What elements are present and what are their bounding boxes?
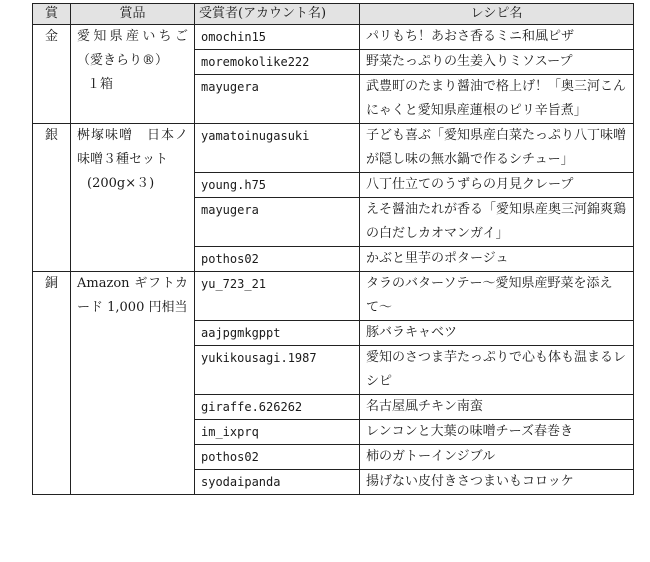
recipe-name: 武豊町のたまり醤油で格上げ！「奥三河こんにゃくと愛知県産蓮根のピリ辛旨煮」	[360, 75, 634, 124]
recipe-name: パリもち！あおさ香るミニ和風ピザ	[360, 25, 634, 50]
winner-account: yu_723_21	[195, 272, 360, 321]
header-medal: 賞	[33, 4, 71, 25]
recipe-name: 野菜たっぷりの生姜入りミソスープ	[360, 50, 634, 75]
awards-table	[32, 3, 634, 495]
winner-account: syodaipanda	[195, 470, 360, 495]
recipe-name: 名古屋風チキン南蛮	[360, 395, 634, 420]
prize-silver-qty: (200g×３)	[87, 176, 155, 191]
recipe-name: えそ醤油たれが香る「愛知県産奥三河錦爽鶏の白だしカオマンガイ」	[360, 198, 634, 247]
header-row	[33, 4, 634, 25]
winner-account: yukikousagi.1987	[195, 346, 360, 395]
table-row	[33, 272, 634, 321]
medal-silver: 銀	[33, 124, 71, 272]
table-row	[33, 124, 634, 173]
prize-gold	[71, 25, 195, 124]
winner-account: aajpgmkgppt	[195, 321, 360, 346]
prize-bronze: Amazon ギフトカード 1,000 円相当	[71, 272, 195, 495]
recipe-name: 子ども喜ぶ「愛知県産白菜たっぷり八丁味噌が隠し味の無水鍋で作るシチュー」	[360, 124, 634, 173]
recipe-name: 愛知のさつま芋たっぷりで心も体も温まるレシピ	[360, 346, 634, 395]
recipe-name: タラのバターソテー〜愛知県産野菜を添えて〜	[360, 272, 634, 321]
winner-account: yamatoinugasuki	[195, 124, 360, 173]
recipe-name: 豚バラキャベツ	[360, 321, 634, 346]
table-body	[33, 25, 634, 495]
winner-account: pothos02	[195, 247, 360, 272]
prize-gold-name: 愛知県産いちご（愛きらり®）	[77, 29, 188, 68]
winner-account: im_ixprq	[195, 420, 360, 445]
winner-account: pothos02	[195, 445, 360, 470]
header-winner: 受賞者(アカウント名)	[195, 4, 360, 25]
recipe-name: 八丁仕立てのうずらの月見クレープ	[360, 173, 634, 198]
winner-account: mayugera	[195, 198, 360, 247]
recipe-name: レンコンと大葉の味噌チーズ春巻き	[360, 420, 634, 445]
header-prize: 賞品	[71, 4, 195, 25]
prize-silver-name: 桝塚味噌 日本ノ味噌３種セット	[77, 128, 188, 167]
header-recipe: レシピ名	[360, 4, 634, 25]
recipe-name: 柿のガトーインジブル	[360, 445, 634, 470]
winner-account: mayugera	[195, 75, 360, 124]
winner-account: young.h75	[195, 173, 360, 198]
winner-account: moremokolike222	[195, 50, 360, 75]
medal-gold: 金	[33, 25, 71, 124]
recipe-name: かぶと里芋のポタージュ	[360, 247, 634, 272]
prize-gold-qty: １箱	[87, 77, 114, 92]
winner-account: omochin15	[195, 25, 360, 50]
medal-bronze: 銅	[33, 272, 71, 495]
recipe-name: 揚げない皮付きさつまいもコロッケ	[360, 470, 634, 495]
table-row	[33, 25, 634, 50]
winner-account: giraffe.626262	[195, 395, 360, 420]
table-header	[33, 4, 634, 25]
prize-silver	[71, 124, 195, 272]
